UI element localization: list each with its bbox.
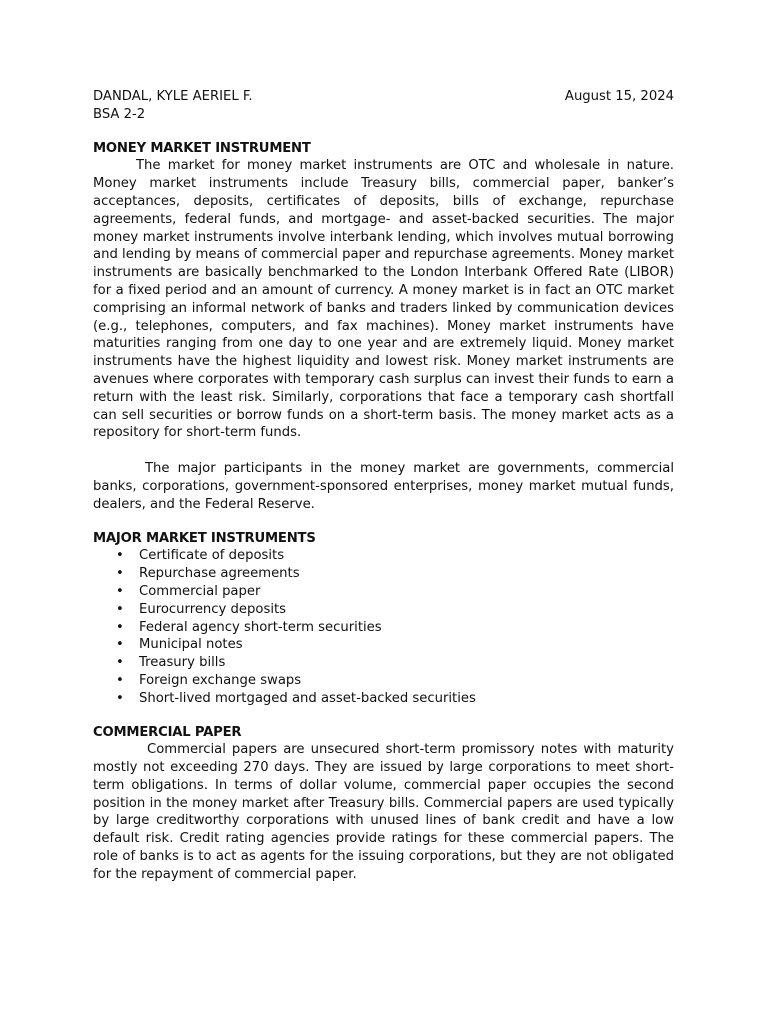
heading-commercial-paper: COMMERCIAL PAPER xyxy=(93,724,242,740)
list-item xyxy=(93,654,674,672)
instrument-list xyxy=(93,547,674,707)
list-item xyxy=(93,547,674,565)
list-item xyxy=(93,601,674,619)
heading-money-market: MONEY MARKET INSTRUMENT xyxy=(93,140,311,156)
bullet-icon: • xyxy=(116,619,124,635)
bullet-icon: • xyxy=(116,548,124,564)
list-item-label: Eurocurrency deposits xyxy=(139,601,287,617)
bullet-icon: • xyxy=(116,655,124,671)
list-item xyxy=(93,690,674,708)
bullet-icon: • xyxy=(116,583,124,599)
author-name: DANDAL, KYLE AERIEL F. xyxy=(93,89,253,104)
list-item-label: Municipal notes xyxy=(139,637,243,653)
list-item xyxy=(93,636,674,654)
document-date: August 15, 2024 xyxy=(564,89,674,104)
list-item xyxy=(93,565,674,583)
list-item-label: Certificate of deposits xyxy=(139,548,285,564)
list-item-label: Short-lived mortgaged and asset-backed securities xyxy=(139,690,476,706)
header-row xyxy=(93,88,674,106)
list-item-label: Commercial paper xyxy=(139,583,261,599)
paragraph-spacer xyxy=(93,442,674,460)
list-item xyxy=(93,583,674,601)
bullet-icon: • xyxy=(116,566,124,582)
bullet-icon: • xyxy=(116,672,124,688)
list-item xyxy=(93,672,674,690)
list-item-label: Federal agency short-term securities xyxy=(139,619,382,635)
list-item-label: Foreign exchange swaps xyxy=(139,672,302,688)
bullet-icon: • xyxy=(116,637,124,653)
bullet-icon: • xyxy=(116,690,124,706)
bullet-icon: • xyxy=(116,601,124,617)
heading-major-instruments: MAJOR MARKET INSTRUMENTS xyxy=(93,530,316,546)
paragraph-money-market-1: The market for money market instruments are OTC and wholesale in nature. Money market instruments include Treasury bills, commercial paper, banker’s acceptances, deposits, certificates of deposits, bills of exchange, repurchase agreements, federal funds, and mortgage- and asset-backed securities. The major money market instruments involve interbank lending, which involves mutual borrowing and lending by means of commercial paper and repurchase agreements. Money market instruments are basically benchmarked to the London Interbank Offered Rate (LIBOR) for a fixed period and an amount of currency. A money market is in fact an OTC market comprising an informal network of banks and traders linked by communication devices (e.g., telephones, computers, and fax machines). Money market instruments have maturities ranging from one day to one year and are extremely liquid. Money market instruments have the highest liquidity and lowest risk. Money market instruments are avenues where corporates with temporary cash surplus can invest their funds to earn a return with the least risk. Similarly, corporations that face a temporary cash shortfall can sell securities or borrow funds on a short-term basis. The money market acts as a repository for short-term funds. xyxy=(93,158,674,441)
list-item-label: Treasury bills xyxy=(139,655,226,671)
list-item-label: Repurchase agreements xyxy=(139,566,300,582)
paragraph-money-market-2: The major participants in the money market are governments, commercial banks, corporations, government-sponsored enterprises, money market mutual funds, dealers, and the Federal Reserve. xyxy=(93,461,674,512)
document-page xyxy=(93,88,674,884)
section-label: BSA 2-2 xyxy=(93,106,146,122)
paragraph-commercial-paper: Commercial papers are unsecured short-term promissory notes with maturity mostly not exceeding 270 days. They are issued by large corporations to meet short-term obligations. In terms of dollar volume, commercial paper occupies the second position in the money market after Treasury bills. Commercial papers are used typically by large creditworthy corporations with unused lines of bank credit and have a low default risk. Credit rating agencies provide ratings for these commercial papers. The role of banks is to act as agents for the issuing corporations, but they are not obligated for the repayment of commercial paper. xyxy=(93,742,674,882)
list-item xyxy=(93,619,674,637)
